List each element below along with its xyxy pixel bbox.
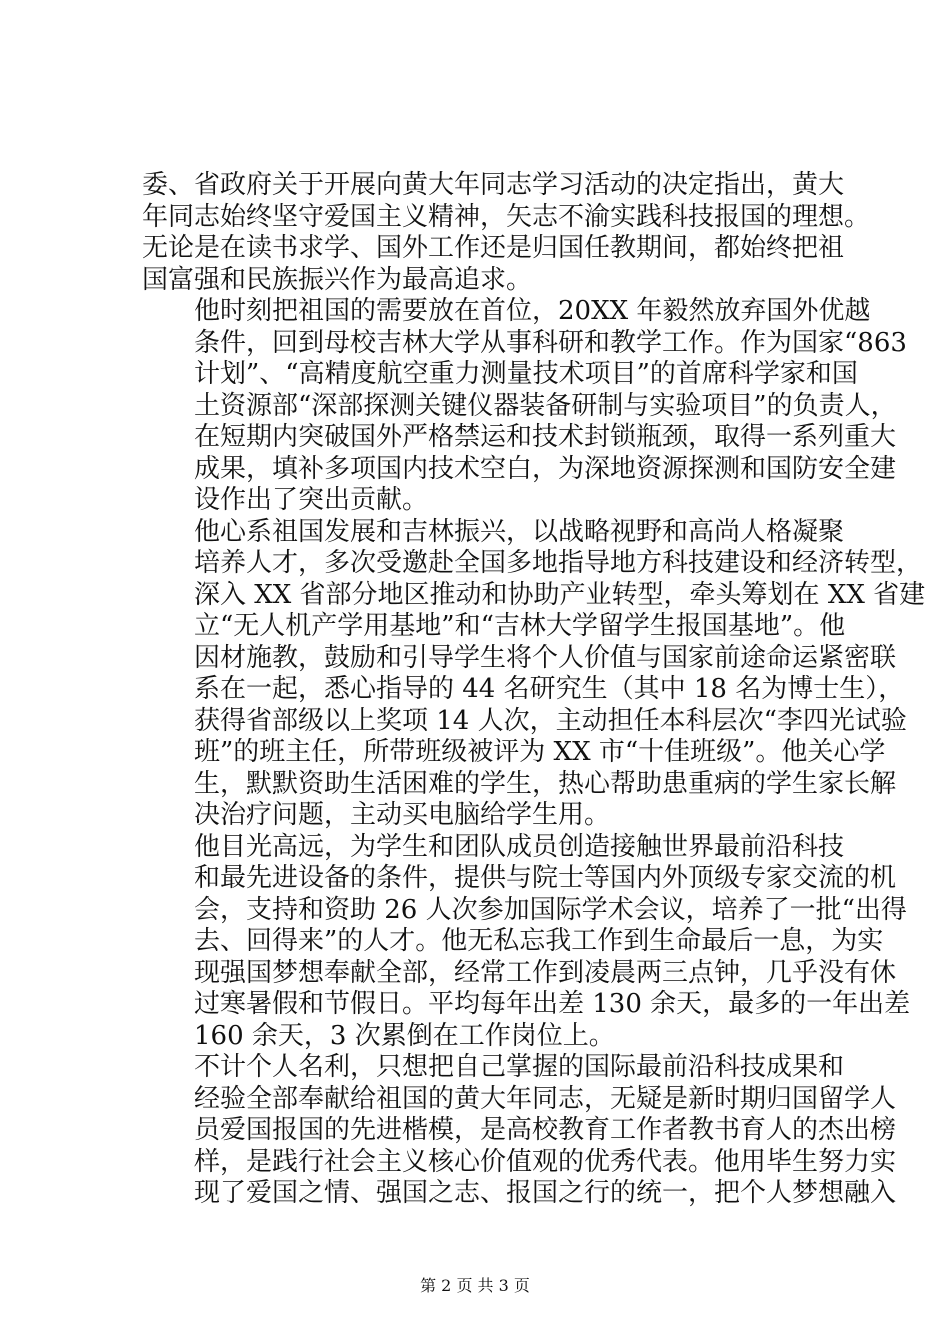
text-line: 培养人才，多次受邀赴全国多地指导地方科技建设和经济转型，: [194, 548, 923, 578]
text-line: 无论是在读书求学、国外工作还是归国任教期间，都始终把祖: [142, 233, 845, 263]
text-line: 去、回得来”的人才。他无私忘我工作到生命最后一息，为实: [194, 926, 884, 956]
text-line: 系在一起，悉心指导的 44 名研究生（其中 18 名为博士生），: [194, 674, 905, 704]
text-line: 他时刻把祖国的需要放在首位，20XX 年毅然放弃国外优越: [194, 296, 871, 326]
text-line: 决治疗问题，主动买电脑给学生用。: [194, 800, 611, 830]
paragraph: [142, 1052, 897, 1210]
page-footer: 第 2 页 共 3 页: [420, 1276, 530, 1295]
text-line: 深入 XX 省部分地区推动和协助产业转型，牵头筹划在 XX 省建: [194, 579, 926, 610]
text-line: 因材施教，鼓励和引导学生将个人价值与国家前途命运紧密联: [194, 642, 897, 673]
text-line: 委、省政府关于开展向黄大年同志学习活动的决定指出，黄大: [142, 170, 845, 200]
text-line: 不计个人名利，只想把自己掌握的国际最前沿科技成果和: [194, 1052, 845, 1082]
document-body: [142, 170, 926, 1210]
text-line: 设作出了突出贡献。: [194, 485, 429, 515]
text-line: 土资源部“深部探测关键仪器装备研制与实验项目”的负责人，: [194, 390, 897, 421]
text-line: 员爱国报国的先进楷模，是高校教育工作者教书育人的杰出榜: [194, 1115, 897, 1145]
text-line: 条件，回到母校吉林大学从事科研和教学工作。作为国家“863: [194, 327, 907, 358]
paragraph: [142, 170, 871, 296]
text-line: 他目光高远，为学生和团队成员创造接触世界最前沿科技: [194, 831, 845, 862]
text-line: 计划”、“高精度航空重力测量技术项目”的首席科学家和国: [194, 359, 858, 389]
text-line: 立“无人机产学用基地”和“吉林大学留学生报国基地”。他: [194, 611, 846, 641]
text-line: 年同志始终坚守爱国主义精神，矢志不渝实践科技报国的理想。: [142, 201, 871, 232]
text-line: 现强国梦想奉献全部，经常工作到凌晨两三点钟，几乎没有休: [194, 957, 897, 988]
text-line: 成果，填补多项国内技术空白，为深地资源探测和国防安全建: [194, 453, 897, 484]
paragraph: [142, 516, 926, 832]
text-line: 160 余天，3 次累倒在工作岗位上。: [194, 1020, 615, 1051]
text-line: 和最先进设备的条件，提供与院士等国内外顶级专家交流的机: [194, 863, 897, 893]
text-line: 国富强和民族振兴作为最高追求。: [142, 264, 533, 295]
text-line: 会，支持和资助 26 人次参加国际学术会议，培养了一批“出得: [194, 894, 907, 925]
paragraph: [142, 296, 907, 517]
text-line: 样，是践行社会主义核心价值观的优秀代表。他用毕生努力实: [194, 1146, 897, 1177]
text-line: 在短期内突破国外严格禁运和技术封锁瓶颈，取得一系列重大: [194, 422, 897, 452]
text-line: 经验全部奉献给祖国的黄大年同志，无疑是新时期归国留学人: [194, 1083, 897, 1114]
text-line: 他心系祖国发展和吉林振兴，以战略视野和高尚人格凝聚: [194, 516, 845, 547]
text-line: 现了爱国之情、强国之志、报国之行的统一，把个人梦想融入: [194, 1178, 897, 1208]
text-line: 获得省部级以上奖项 14 人次，主动担任本科层次“李四光试验: [194, 705, 907, 736]
text-line: 班”的班主任，所带班级被评为 XX 市“十佳班级”。他关心学: [194, 737, 886, 767]
text-line: 过寒暑假和节假日。平均每年出差 130 余天，最多的一年出差: [194, 989, 911, 1019]
text-line: 生，默默资助生活困难的学生，热心帮助患重病的学生家长解: [194, 768, 897, 799]
paragraph: [142, 831, 911, 1053]
